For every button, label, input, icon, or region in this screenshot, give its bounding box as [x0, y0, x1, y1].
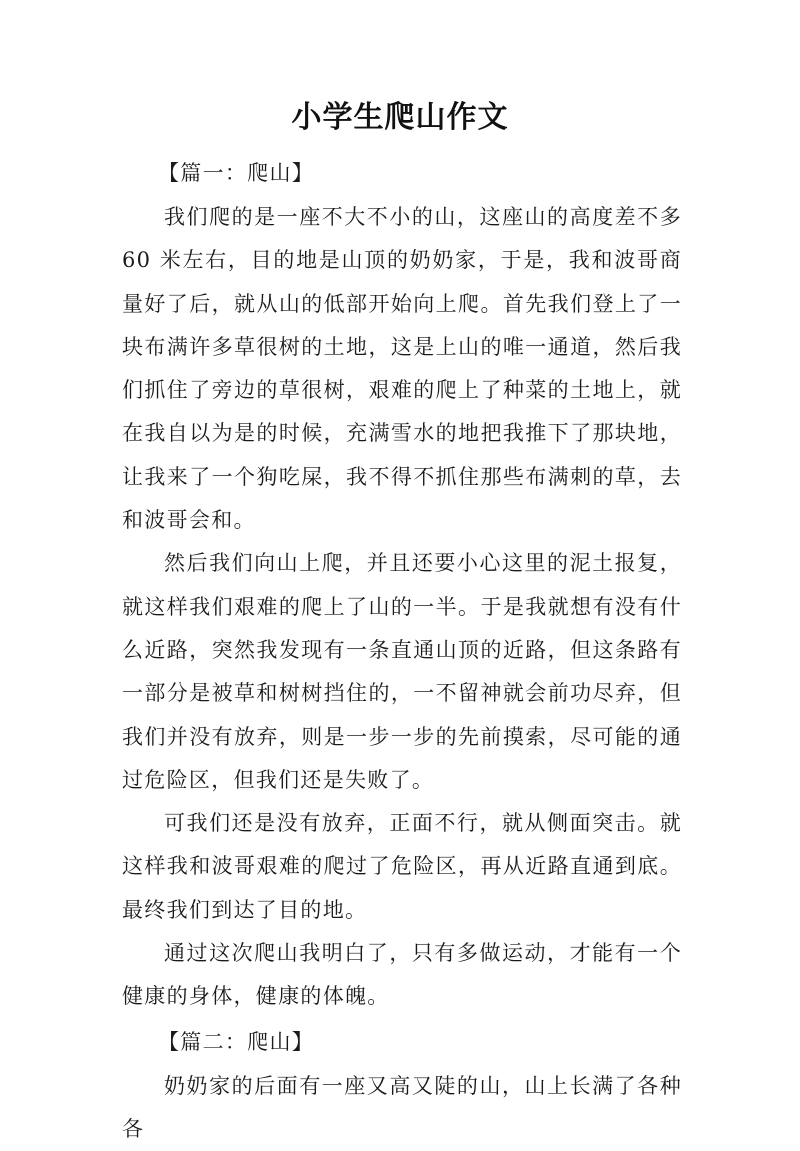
page-title: 小学生爬山作文 — [291, 100, 509, 135]
paragraph: 奶奶家的后面有一座又高又陡的山，山上长满了各种各 — [122, 1073, 682, 1141]
paragraph: 可我们还是没有放弃，正面不行，就从侧面突击。就这样我和波哥艰难的爬过了危险区，再从近路直通到底。最终我们到达了目的地。 — [122, 811, 682, 922]
section-heading-1: 【篇一：爬山】 — [158, 161, 315, 185]
paragraph: 我们爬的是一座不大不小的山，这座山的高度差不多 60 米左右，目的地是山顶的奶奶家，于是，我和波哥商量好了后，就从山的低部开始向上爬。首先我们登上了一块布满许多草很树的土地，这是上山的唯一通道，然后我们抓住了旁边的草很树，艰难的爬上了种菜的土地上，就在我自以为是的时候，充满雪水的地把我推下了那块地，让我来了一个狗吃屎，我不得不抓住那些布满刺的草，去和波哥会和。 — [122, 205, 682, 533]
paragraph: 然后我们向山上爬，并且还要小心这里的泥土报复，就这样我们艰难的爬上了山的一半。于是我就想有没有什么近路，突然我发现有一条直通山顶的近路，但这条路有一部分是被草和树树挡住的，一不留神就会前功尽弃，但我们并没有放弃，则是一步一步的先前摸索，尽可能的通过危险区，但我们还是失败了。 — [122, 551, 682, 792]
essay-body — [122, 150, 682, 1151]
section-heading-2: 【篇二：爬山】 — [158, 1029, 315, 1054]
paragraph: 通过这次爬山我明白了，只有多做运动，才能有一个健康的身体，健康的体魄。 — [122, 941, 682, 1009]
